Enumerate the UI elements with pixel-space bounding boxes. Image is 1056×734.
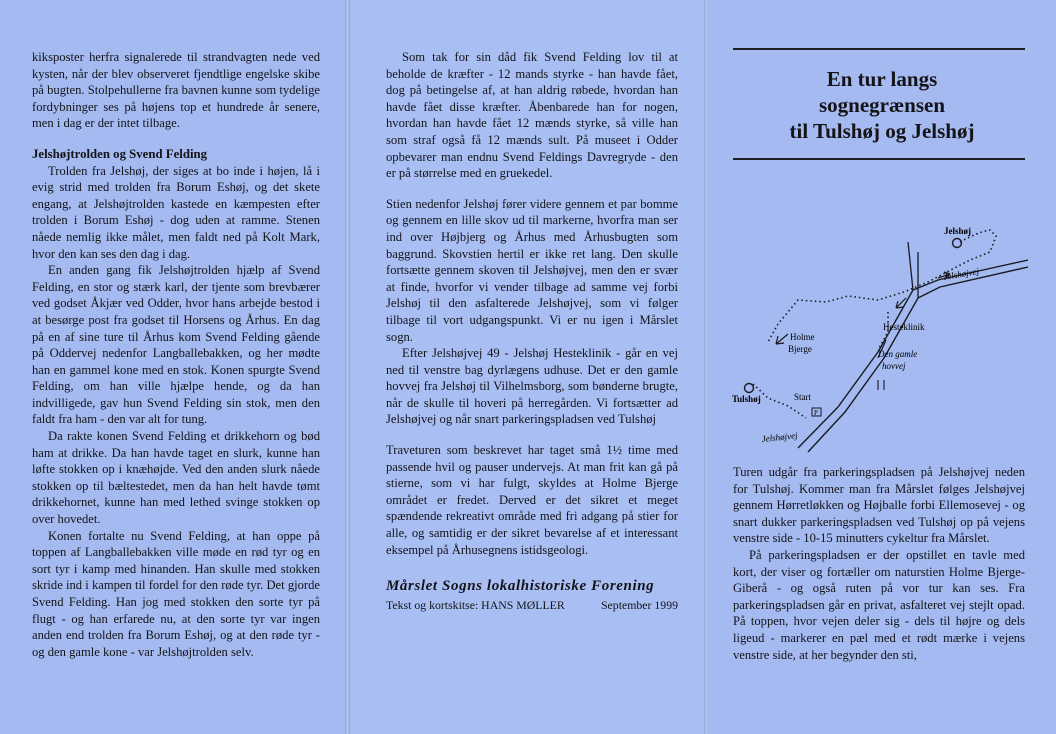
title-rule-bottom bbox=[733, 158, 1025, 160]
panel-left-text bbox=[32, 49, 320, 660]
tulshoj-mound bbox=[745, 384, 754, 393]
side-road bbox=[908, 242, 913, 290]
panel-middle-text bbox=[386, 49, 678, 613]
title-line: En tur langs bbox=[826, 67, 938, 91]
story-paragraph: Konen fortalte nu Svend Felding, at han oppe på toppen af Langballebakken ville møde en rød tyr og en sort tyr i kamp med hinanden. Han skulle med stokken skride ind i kampen til fordel for den røde tyr. Det gjorde Svend Felding. Han jog med stokken den sorte tyr på flugt - og han erfarede nu, at den sorte tyr var ingen anden end trolden fra Borum Eshøj, og at den røde tyr - og den gamle kone - var Jelshøjtrolden selv. bbox=[32, 528, 320, 659]
story-paragraph: Trolden fra Jelshøj, der siges at bo inde i højen, lå i evig strid med trolden fra Borum Eshøj, og det skete engang, at Jelshøjtrolden kastede en kæmpesten efter trolden i Borum Eshøj - dog uden at ramme. Stenen nåede nemlig ikke målet, men faldt ned på Kolt Mark, hvor den kan ses den dag i dag. bbox=[32, 163, 320, 261]
walking-route bbox=[768, 230, 996, 342]
route-paragraph: Efter Jelshøjvej 49 - Jelshøj Hesteklinik - går en vej ned til venstre bag dyrlægens udhuse. Det er den gamle hovvej fra Jelshøj til Vilhelmsborg, som bønderne brugte, når de skulle til hoveri på herregården. Vi fortsætter ad Jelshøjvej og når snart parkeringspladsen ved Tulshøj bbox=[386, 346, 678, 427]
story-paragraph: En anden gang fik Jelshøjtrolden hjælp af Svend Felding, en stor og stærk karl, der tjente som brevbærer ved godset Åkjær ved Odder, hvor hans arbejde bestod i at besørge post fra godset til Horsens og Århus. En dag på en af sine ture til Århus kom Svend Felding gående på Oddervej nedenfor Langballebakken, og her mødte han en gammel kone med en stok. Konen spurgte Svend Felding, om han ville hjælpe hende, og da han indvilligede, gav hun Svend Felding sin stok, men den faldt fra ham - den var alt for tung. bbox=[32, 263, 320, 427]
label-parking: P bbox=[814, 409, 818, 417]
story-paragraph: Da rakte konen Svend Felding et drikkehorn og bød ham at drikke. Da han havde taget en slurk, kunne han løfte stokken op i knæhøjde. Ved den anden slurk nåede stokken op til bæltestedet, men da han helt havde tømt drikkehornet, kunne han med lethed svinge stokken op over hovedet. bbox=[32, 429, 320, 527]
brochure-title bbox=[708, 66, 1056, 144]
label-tulshoj: Tulshøj bbox=[732, 394, 761, 404]
title-line: sognegrænsen bbox=[818, 93, 945, 117]
route-arrow bbox=[776, 334, 788, 344]
label-bjerge: Bjerge bbox=[788, 344, 812, 354]
route-paragraph: Turen udgår fra parkeringspladsen på Jelshøjvej neden for Tulshøj. Kommer man fra Mårslet følges Jelshøjvej gennem Hørretløkken og Højballe forbi Ellemosevej - og snart dukker parkeringspladsen ved Tulshøj op på vejens venstre side - 10-15 minutters cykeltur fra Mårslet. bbox=[733, 465, 1025, 546]
jelshoj-mound bbox=[953, 239, 962, 248]
section-heading: Jelshøjtrolden og Svend Felding bbox=[32, 146, 208, 161]
society-signature: Mårslet Sogns lokalhistoriske Forening bbox=[386, 578, 655, 595]
route-paragraph: Stien nedenfor Jelshøj fører videre gennem et par bomme og gennem en lille skov ud til markerne, hvorfra man ser ind over Højbjerg og Århus med Århusbugten som baggrund. Skovstien hertil er ikke ret lang. Den skulle fortsætte gennem skoven til Jelshøjvej, men den er svær at finde, hvorfor vi vender tilbage ad samme vej forbi Jelshøj til den asfalterede Jelshøjvej, som vi følger tilbage til vort udgangspunkt. Vi er nu igen i Mårslet sogn. bbox=[386, 196, 678, 344]
author-credit: Tekst og kortskitse: HANS MØLLER bbox=[386, 597, 565, 612]
label-jelshojvej-bottom: Jelshøjvej bbox=[761, 430, 798, 444]
label-start: Start bbox=[794, 392, 811, 402]
route-paragraph: På parkeringspladsen er der opstillet en tavle med kort, der viser og fortæller om naturstien Holme Bjerge-Giberå - og også ruten på vor tur kan ses. Fra parkeringspladsen går en privat, asfalteret vej stejlt opad. På toppen, hvor vejen deler sig - dels til højre og dels ligeud - markerer en pæl med et rødt mærke i vejens venstre side, at her begynder den sti, bbox=[733, 547, 1025, 662]
summary-paragraph: Traveturen som beskrevet har taget små 1½ time med passende hvil og pauser undervejs. At man frit kan gå på stierne, som vi har fulgt, skyldes at Holme Bjerge området er fredet. Derved er det sikret et meget spændende rekreativt område med fri adgang på stier for alle, og samtidig er der sikret bevarelse af et interessant eksempel på Århusegnens istidsgeologi. bbox=[386, 443, 678, 557]
title-rule-top bbox=[733, 48, 1025, 50]
intro-paragraph: kiksposter herfra signalerede til strandvagten nede ved kysten, når der blev observeret fjendtlige engelske skibe på bugten. Stolpehullerne fra bavnen kunne som tydelige fordybninger ses på højens top et hundrede år senere, men i dag er der intet tilbage. bbox=[32, 50, 320, 131]
old-hovvej bbox=[878, 380, 884, 390]
route-arrow bbox=[896, 298, 906, 308]
story-paragraph: Som tak for sin dåd fik Svend Felding lov til at beholde de kræfter - 12 mands styrke - han havde fået, dog på betingelse af, at han aldrig røbede, hvordan han havde fået disse kræfter. Åbenbarede han for nogen, hvordan han havde fået 12 mænds styrke, så ville han som straf også få 12 mænds sult. På museet i Odder opbevarer man endnu Svend Feldings Davregryde - den er på størrelse med en gruekedel. bbox=[386, 50, 678, 181]
label-hesteklinik: Hesteklinik bbox=[883, 322, 925, 332]
label-jelshojvej-top: Jelshøjvej bbox=[942, 265, 980, 282]
credits-line bbox=[386, 597, 678, 614]
route-map-sketch bbox=[728, 212, 1028, 462]
title-line: til Tulshøj og Jelshøj bbox=[789, 119, 975, 143]
label-holme: Holme bbox=[790, 332, 815, 342]
label-hovvej: hovvej bbox=[882, 361, 906, 371]
publication-date: September 1999 bbox=[601, 597, 678, 612]
panel-right-text bbox=[733, 464, 1025, 663]
label-jelshoj: Jelshøj bbox=[944, 226, 971, 236]
label-den-gamle: Den gamle bbox=[878, 349, 918, 359]
